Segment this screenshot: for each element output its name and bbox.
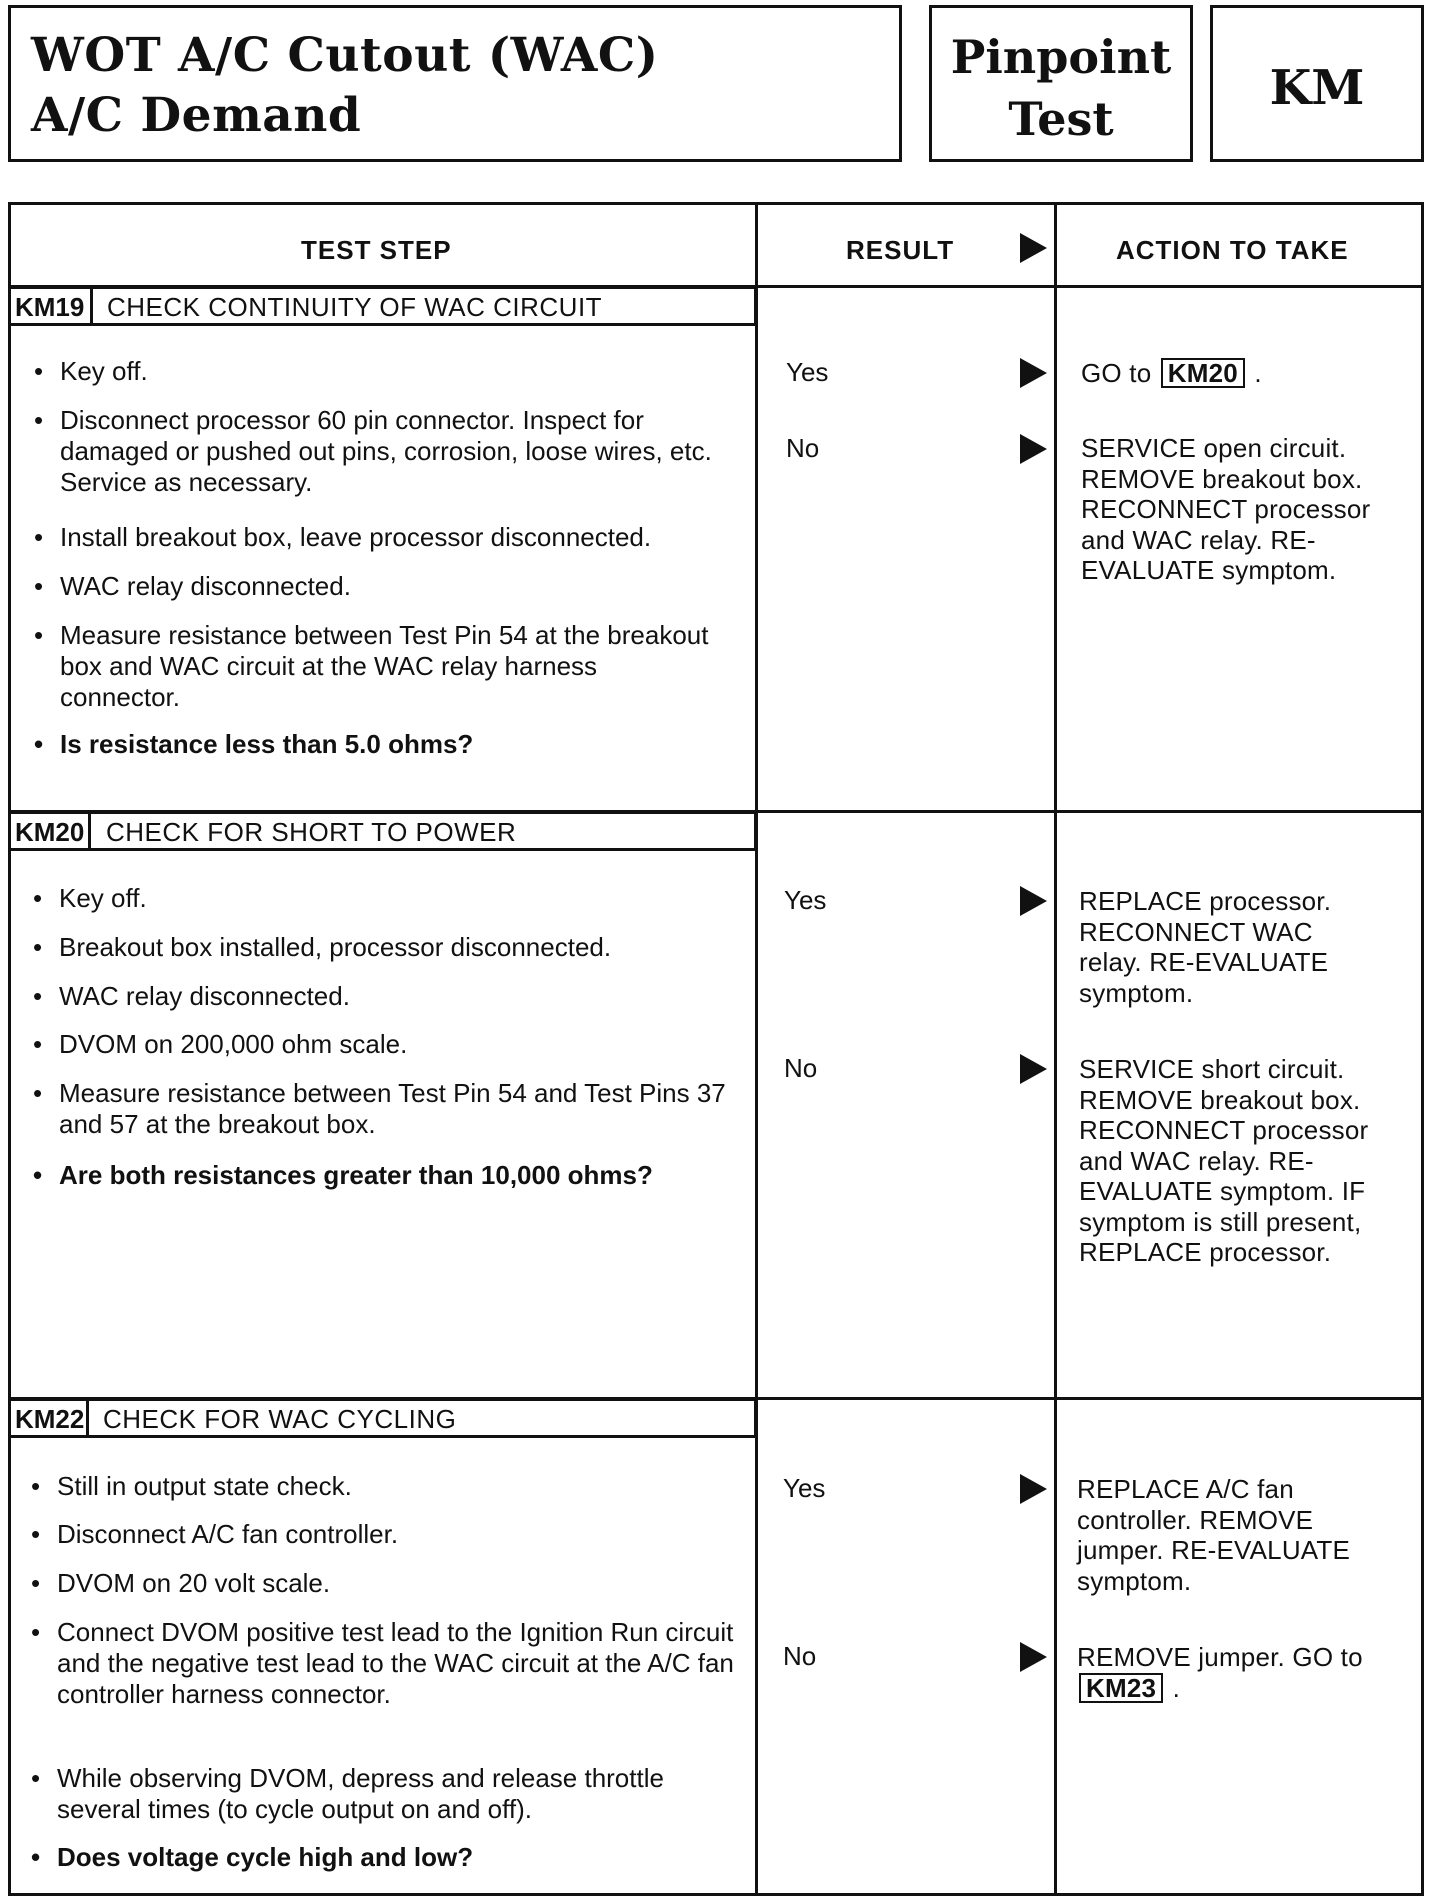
step-item: • While observing DVOM, depress and release throttle several times (to cycle output on and off).	[31, 1763, 664, 1824]
step-header-km22	[11, 1398, 757, 1438]
result-no: No	[786, 433, 820, 463]
step-item: • Measure resistance between Test Pin 54 at the breakout box and WAC circuit at the WAC relay harness connector.	[34, 620, 709, 712]
step-header-km19	[11, 286, 757, 326]
step-id: KM20	[11, 811, 91, 851]
arrow-right-icon	[1020, 886, 1047, 916]
column-divider-action	[1054, 205, 1057, 1893]
step-question: • Is resistance less than 5.0 ohms?	[34, 729, 474, 759]
step-id: KM19	[11, 286, 93, 326]
test-label: Test	[1008, 92, 1114, 146]
action-text: SERVICE open circuit. REMOVE breakout box. RECONNECT processor and WAC relay. RE-EVALUATE symptom.	[1081, 433, 1371, 585]
result-yes: Yes	[784, 885, 827, 915]
pinpoint-test-table	[8, 202, 1424, 1896]
test-code-box	[1210, 5, 1424, 162]
step-item: • Connect DVOM positive test lead to the Ignition Run circuit and the negative test lead to the WAC circuit at the A/C fan controller harness connector.	[31, 1617, 734, 1709]
arrow-right-icon	[1020, 1642, 1047, 1672]
step-title: CHECK CONTINUITY OF WAC CIRCUIT	[107, 292, 603, 322]
result-no: No	[784, 1053, 818, 1083]
step-item: • Still in output state check.	[31, 1471, 352, 1501]
column-divider-result	[755, 205, 758, 1893]
step-header-km20	[11, 811, 757, 851]
action-text: REPLACE A/C fan controller. REMOVE jumper. RE-EVALUATE symptom.	[1077, 1474, 1351, 1596]
step-title: CHECK FOR SHORT TO POWER	[106, 817, 517, 847]
arrow-right-icon	[1020, 1474, 1047, 1504]
step-item: • Install breakout box, leave processor disconnected.	[34, 522, 652, 552]
action-text: REMOVE jumper. GO to KM23 .	[1077, 1642, 1363, 1703]
result-no: No	[783, 1641, 817, 1671]
step-item: • DVOM on 200,000 ohm scale.	[33, 1029, 408, 1059]
step-item: • WAC relay disconnected.	[34, 571, 351, 601]
pinpoint-label: Pinpoint	[950, 30, 1172, 84]
step-item: • Disconnect processor 60 pin connector. Inspect for damaged or pushed out pins, corrosion, loose wires, etc. Service as necessary.	[34, 405, 712, 497]
step-reference-km20[interactable]: KM20	[1161, 358, 1245, 388]
header-test-step: TEST STEP	[301, 235, 452, 265]
result-yes: Yes	[786, 357, 829, 387]
arrow-right-icon	[1020, 434, 1047, 464]
header-action: ACTION TO TAKE	[1116, 235, 1349, 265]
title-line-1: WOT A/C Cutout (WAC)	[31, 28, 659, 83]
step-question: • Are both resistances greater than 10,000 ohms?	[33, 1160, 653, 1190]
step-item: • Disconnect A/C fan controller.	[31, 1519, 399, 1549]
title-box	[8, 5, 902, 162]
test-code: KM	[1269, 60, 1365, 116]
result-arrow-icon	[1020, 233, 1047, 263]
step-item: • DVOM on 20 volt scale.	[31, 1568, 331, 1598]
step-item: • Key off.	[33, 883, 147, 913]
action-text: REPLACE processor. RECONNECT WAC relay. RE-EVALUATE symptom.	[1079, 886, 1332, 1008]
step-id: KM22	[11, 1398, 89, 1438]
action-text: SERVICE short circuit. REMOVE breakout box. RECONNECT processor and WAC relay. RE-EVALUATE symptom. IF symptom is still present, REPLACE processor.	[1079, 1054, 1369, 1267]
title-line-2: A/C Demand	[31, 88, 362, 143]
pinpoint-test-box	[929, 5, 1193, 162]
step-item: • Key off.	[34, 356, 148, 386]
arrow-right-icon	[1020, 358, 1047, 388]
step-title: CHECK FOR WAC CYCLING	[103, 1404, 457, 1434]
result-yes: Yes	[783, 1473, 826, 1503]
step-reference-km23[interactable]: KM23	[1079, 1673, 1163, 1703]
step-item: • Breakout box installed, processor disconnected.	[33, 932, 612, 962]
action-text: GO to KM20 .	[1081, 358, 1262, 388]
step-item: • Measure resistance between Test Pin 54 and Test Pins 37 and 57 at the breakout box.	[33, 1078, 726, 1139]
header-result: RESULT	[846, 235, 955, 265]
step-item: • WAC relay disconnected.	[33, 981, 350, 1011]
arrow-right-icon	[1020, 1054, 1047, 1084]
step-question: • Does voltage cycle high and low?	[31, 1842, 474, 1872]
